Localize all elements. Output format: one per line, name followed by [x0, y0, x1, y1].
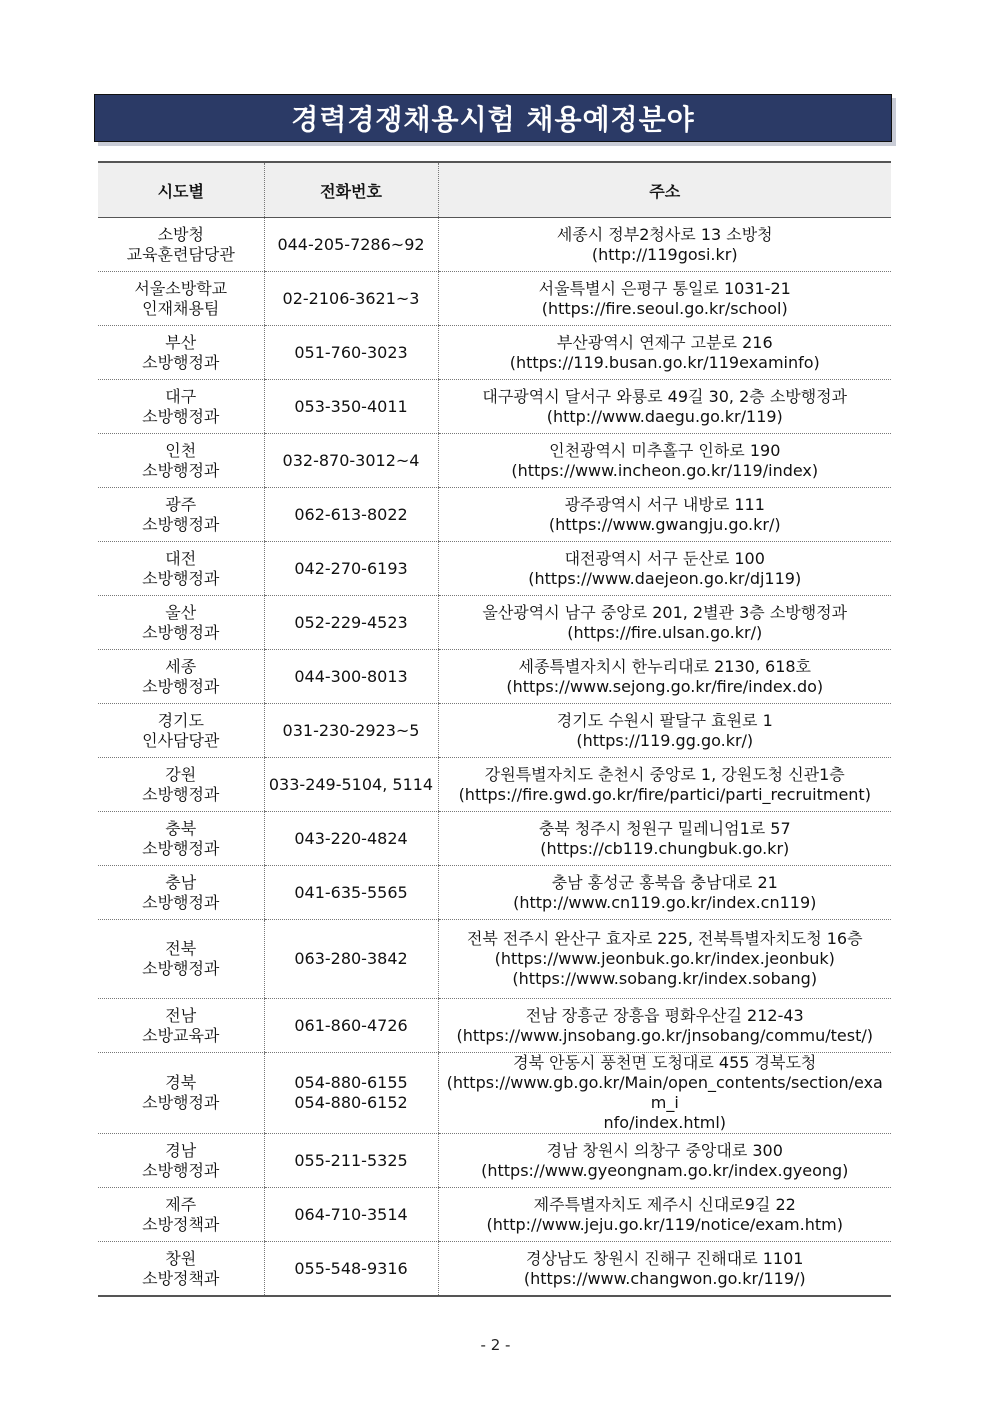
address-cell: 제주특별자치도 제주시 신대로9길 22 (http://www.jeju.go.kr/119/notice/exam.htm): [438, 1188, 891, 1242]
phone-cell: 061-860-4726: [264, 999, 438, 1053]
address-cell: 강원특별자치도 춘천시 중앙로 1, 강원도청 신관1층 (https://fire.gwd.go.kr/fire/partici/parti_recruitment): [438, 758, 891, 812]
table-row: [98, 650, 891, 704]
phone-cell: 055-548-9316: [264, 1242, 438, 1297]
phone-cell: 032-870-3012~4: [264, 434, 438, 488]
address-cell: 세종특별자치시 한누리대로 2130, 618호 (https://www.sejong.go.kr/fire/index.do): [438, 650, 891, 704]
table-row: [98, 1188, 891, 1242]
table-row: [98, 1242, 891, 1297]
table-row: [98, 704, 891, 758]
phone-cell: 051-760-3023: [264, 326, 438, 380]
table-row: [98, 812, 891, 866]
address-cell: 부산광역시 연제구 고분로 216 (https://119.busan.go.kr/119examinfo): [438, 326, 891, 380]
table-row: [98, 272, 891, 326]
address-cell: 광주광역시 서구 내방로 111 (https://www.gwangju.go.kr/): [438, 488, 891, 542]
header-region: 시도별: [98, 162, 264, 218]
address-cell: 울산광역시 남구 중앙로 201, 2별관 3층 소방행정과 (https://fire.ulsan.go.kr/): [438, 596, 891, 650]
table-header-row: [98, 162, 891, 218]
address-cell: 전북 전주시 완산구 효자로 225, 전북특별자치도청 16층 (https://www.jeonbuk.go.kr/index.jeonbuk) (https://www.sobang.kr/index.sobang): [438, 920, 891, 999]
phone-cell: 042-270-6193: [264, 542, 438, 596]
region-cell: 세종 소방행정과: [98, 650, 264, 704]
table-row: [98, 920, 891, 999]
address-cell: 경북 안동시 풍천면 도청대로 455 경북도청 (https://www.gb.go.kr/Main/open_contents/section/exam_i nfo/index.html): [438, 1053, 891, 1134]
phone-cell: 054-880-6155 054-880-6152: [264, 1053, 438, 1134]
region-cell: 경남 소방행정과: [98, 1134, 264, 1188]
region-cell: 충북 소방행정과: [98, 812, 264, 866]
address-cell: 대전광역시 서구 둔산로 100 (https://www.daejeon.go.kr/dj119): [438, 542, 891, 596]
phone-cell: 053-350-4011: [264, 380, 438, 434]
region-cell: 전남 소방교육과: [98, 999, 264, 1053]
region-cell: 인천 소방행정과: [98, 434, 264, 488]
table-row: [98, 866, 891, 920]
region-cell: 창원 소방정책과: [142, 1248, 220, 1288]
region-cell: 대전 소방행정과: [98, 542, 264, 596]
region-cell: 울산 소방행정과: [98, 596, 264, 650]
region-cell: 부산 소방행정과: [98, 326, 264, 380]
region-cell: 대구 소방행정과: [98, 380, 264, 434]
phone-cell: 052-229-4523: [264, 596, 438, 650]
region-cell: 경북 소방행정과: [98, 1053, 264, 1134]
address-cell: 경기도 수원시 팔달구 효원로 1 (https://119.gg.go.kr/): [438, 704, 891, 758]
address-cell: 경상남도 창원시 진해구 진해대로 1101 (https://www.changwon.go.kr/119/): [438, 1242, 891, 1297]
phone-cell: 041-635-5565: [264, 866, 438, 920]
region-cell: 강원 소방행정과: [98, 758, 264, 812]
header-phone: 전화번호: [264, 162, 438, 218]
phone-cell: 062-613-8022: [264, 488, 438, 542]
phone-cell: 055-211-5325: [264, 1134, 438, 1188]
address-cell: 전남 장흥군 장흥읍 평화우산길 212-43 (https://www.jnsobang.go.kr/jnsobang/commu/test/): [438, 999, 891, 1053]
phone-cell: 033-249-5104, 5114: [264, 758, 438, 812]
phone-cell: 043-220-4824: [264, 812, 438, 866]
region-cell: 전북 소방행정과: [98, 920, 264, 999]
address-cell: 충북 청주시 청원구 밀레니엄1로 57 (https://cb119.chungbuk.go.kr): [438, 812, 891, 866]
address-cell: 충남 홍성군 홍북읍 충남대로 21 (http://www.cn119.go.kr/index.cn119): [438, 866, 891, 920]
address-cell: 서울특별시 은평구 통일로 1031-21 (https://fire.seoul.go.kr/school): [438, 272, 891, 326]
table-row: [98, 218, 891, 272]
phone-cell: 064-710-3514: [264, 1188, 438, 1242]
region-cell: 서울소방학교 인재채용팀: [98, 272, 264, 326]
region-cell: 제주 소방정책과: [98, 1188, 264, 1242]
phone-cell: 044-300-8013: [264, 650, 438, 704]
table-row: [98, 596, 891, 650]
address-cell: 경남 창원시 의창구 중앙대로 300 (https://www.gyeongnam.go.kr/index.gyeong): [438, 1134, 891, 1188]
address-cell: 인천광역시 미추홀구 인하로 190 (https://www.incheon.go.kr/119/index): [438, 434, 891, 488]
address-cell: 세종시 정부2청사로 13 소방청 (http://119gosi.kr): [438, 218, 891, 272]
table-row: [98, 380, 891, 434]
table-body: [98, 218, 891, 1297]
table-row: [98, 1134, 891, 1188]
region-cell: 광주 소방행정과: [98, 488, 264, 542]
page-title: 경력경쟁채용시험 채용예정분야: [291, 103, 695, 136]
contact-table: [98, 161, 891, 1297]
phone-cell: 031-230-2923~5: [264, 704, 438, 758]
region-cell: 충남 소방행정과: [98, 866, 264, 920]
table-row: [98, 1053, 891, 1134]
header-address: 주소: [438, 162, 891, 218]
phone-cell: 063-280-3842: [264, 920, 438, 999]
address-cell: 대구광역시 달서구 와룡로 49길 30, 2층 소방행정과 (http://www.daegu.go.kr/119): [438, 380, 891, 434]
table-row: [98, 326, 891, 380]
page-number: - 2 -: [480, 1336, 511, 1354]
phone-cell: 044-205-7286~92: [264, 218, 438, 272]
table-row: [98, 542, 891, 596]
region-cell: 경기도 인사담당관: [98, 704, 264, 758]
table-row: [98, 758, 891, 812]
region-cell: 소방청 교육훈련담당관: [98, 218, 264, 272]
table-row: [98, 488, 891, 542]
phone-cell: 02-2106-3621~3: [264, 272, 438, 326]
page-title-banner: [94, 94, 892, 142]
table-row: [98, 434, 891, 488]
table-row: [98, 999, 891, 1053]
